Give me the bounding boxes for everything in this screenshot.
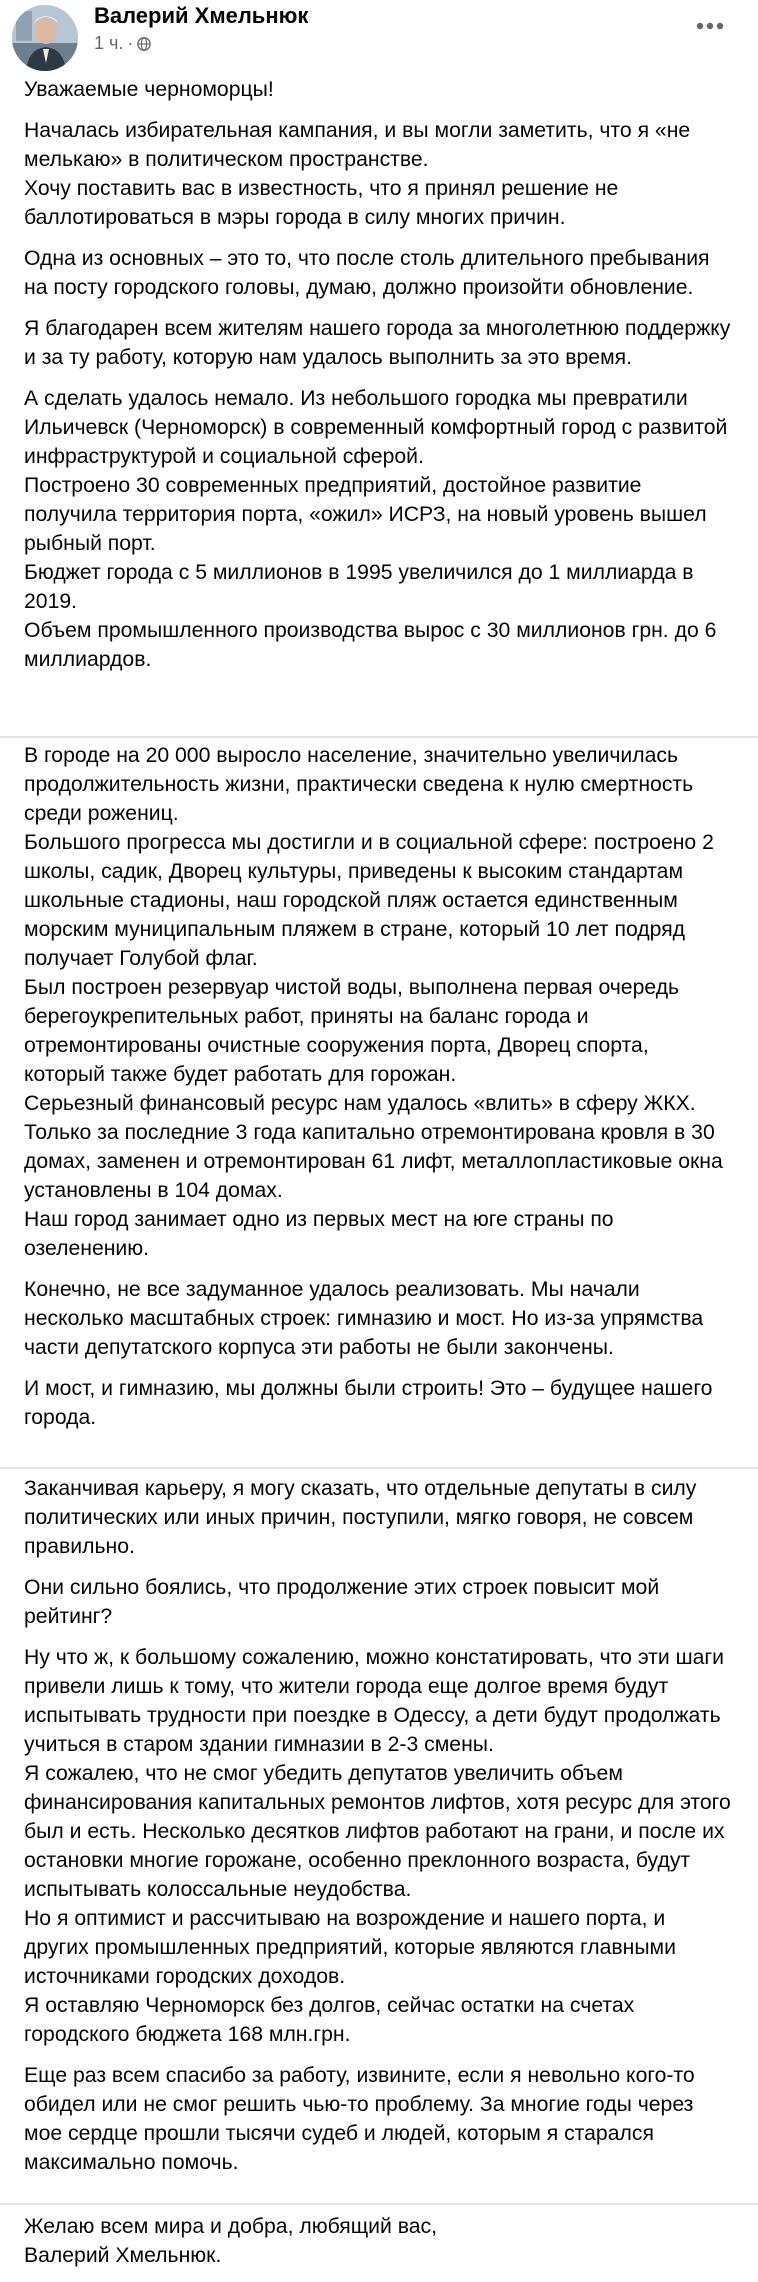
post-paragraph: В городе на 20 000 выросло население, значительно увеличилась продолжительность жизни, практически сведена к нулю смертность среди рожениц. Большого прогресса мы достигли и в социальной сфере: построено 2 школы, садик, Дворец культуры, приведены к высоким стандартам школьные стадионы, наш городской пляж остается единственным морским муниципальным пляжем в стране, который 10 лет подряд получает Голубой флаг. Был построен резервуар чистой воды, выполнена первая очередь берегоукрепительных работ, приняты на баланс города и отремонтированы очистные сооружения порта, Дворец спорта, который также будет работать для горожан. Серьезный финансовый ресурс нам удалось «влить» в сферу ЖКХ. Только за последние 3 года капитально отремонтирована кровля в 30 домах, заменен и отремонтирован 61 лифт, металлопластиковые окна установлены в 104 домах. Наш город занимает одно из первых мест на юге страны по озеленению. <box>24 744 723 1260</box>
post-text-block-3 <box>24 1474 734 2189</box>
screenshot-seam <box>0 736 758 738</box>
post-header <box>0 0 758 68</box>
post-meta <box>94 33 151 54</box>
more-horizontal-icon <box>696 22 724 30</box>
post-paragraph: Еще раз всем спасибо за работу, извините, если я невольно кого-то обидел или не смог решить чью-то проблему. За многие годы через мое сердце прошли тысячи судеб и людей, которым я старался максимально помочь. <box>24 2064 695 2174</box>
post-paragraph: А сделать удалось немало. Из небольшого городка мы превратили Ильичевск (Черноморск) в современный комфортный город с развитой инфраструктурой и социальной сферой. Построено 30 современных предприятий, достойное развитие получила территория порта, «ожил» ИСРЗ, на новый уровень вышел рыбный порт. Бюджет города с 5 миллионов в 1995 увеличился до 1 миллиарда в 2019. Объем промышленного производства вырос с 30 миллионов грн. до 6 миллиардов. <box>24 387 728 671</box>
post-paragraph: Уважаемые черноморцы! <box>24 78 274 101</box>
post-text-block-2 <box>24 741 734 1444</box>
author-name[interactable]: Валерий Хмельнюк <box>94 3 309 28</box>
post-text-block-1 <box>24 75 734 686</box>
post-signature: Желаю всем мира и добра, любящий вас, Валерий Хмельнюк. <box>24 2215 438 2267</box>
post-paragraph: Я благодарен всем жителям нашего города за многолетнюю поддержку и за ту работу, которую нам удалось выполнить за это время. <box>24 317 731 369</box>
post-text-block-4 <box>24 2212 734 2282</box>
screenshot-seam <box>0 2203 758 2205</box>
post-paragraph: Ну что ж, к большому сожалению, можно констатировать, что эти шаги привели лишь к тому, что жители города еще долгое время будут испытывать трудности при поездке в Одессу, а дети будут продолжать учиться в старом здании гимназии в 2-3 смены. Я сожалею, что не смог убедить депутатов увеличить объем финансирования капитальных ремонтов лифтов, хотя ресурс для этого был и есть. Несколько десятков лифтов работают на грани, и после их остановки многие горожане, особенно преклонного возраста, будут испытывать колоссальные неудобства. Но я оптимист и рассчитываю на возрождение и нашего порта, и других промышленных предприятий, которые являются главными источниками городских доходов. Я оставляю Черноморск без долгов, сейчас остатки на счетах городского бюджета 168 млн.грн. <box>24 1646 731 2046</box>
post-paragraph: Одна из основных – это то, что после столь длительного пребывания на посту городского головы, думаю, должно произойти обновление. <box>24 247 710 299</box>
screenshot-seam <box>0 1467 758 1469</box>
post-paragraph: Заканчивая карьеру, я могу сказать, что отдельные депутаты в силу политических или иных причин, поступили, мягко говоря, не совсем правильно. <box>24 1477 697 1558</box>
more-options-button[interactable] <box>690 6 730 46</box>
avatar[interactable] <box>12 5 78 71</box>
post-timestamp[interactable]: 1 ч. <box>94 33 124 53</box>
meta-separator: · <box>127 33 134 53</box>
post-paragraph: Они сильно боялись, что продолжение этих строек повысит мой рейтинг? <box>24 1576 660 1628</box>
post-paragraph: Началась избирательная кампания, и вы могли заметить, что я «не мелькаю» в политическом пространстве. Хочу поставить вас в известность, что я принял решение не баллотироваться в мэры города в силу многих причин. <box>24 119 691 229</box>
post-paragraph: И мост, и гимназию, мы должны были строить! Это – будущее нашего города. <box>24 1377 713 1429</box>
avatar-image <box>12 5 78 71</box>
post-paragraph: Конечно, не все задуманное удалось реализовать. Мы начали несколько масштабных строек: гимназию и мост. Но из-за упрямства части депутатского корпуса эти работы не были закончены. <box>24 1278 704 1359</box>
globe-icon <box>137 37 151 51</box>
